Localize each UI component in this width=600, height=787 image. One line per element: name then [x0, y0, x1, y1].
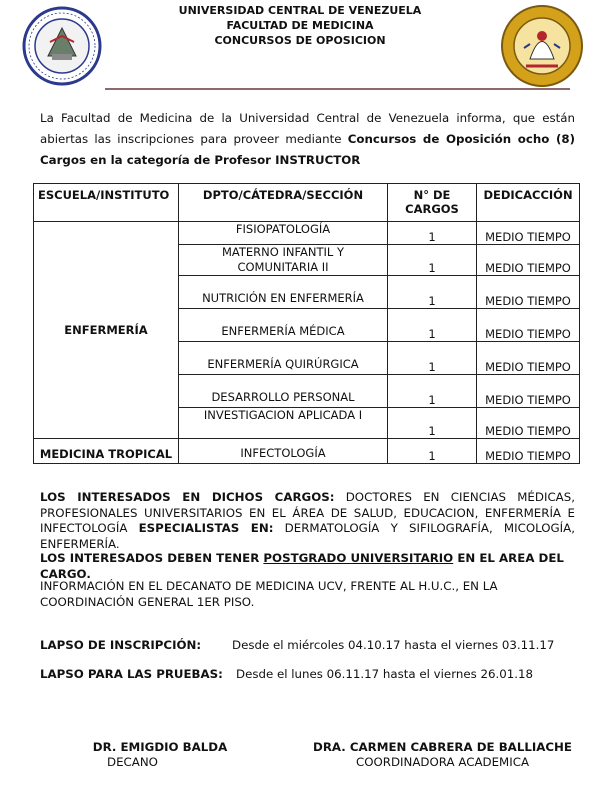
header-divider [105, 88, 570, 90]
signature-decano [85, 740, 235, 770]
informacion-paragraph: INFORMACIÓN EN EL DECANATO DE MEDICINA UCV, FRENTE AL H.U.C., EN LA COORDINACIÓN GENERAL 1ER PISO. [40, 579, 498, 609]
dpto-cell: ENFERMERÍA QUIRÚRGICA [179, 342, 388, 375]
cargos-cell: 1 [388, 408, 477, 439]
dedicacion-cell: MEDIO TIEMPO [477, 276, 580, 309]
col-header-cargos: N° DE CARGOS [388, 184, 477, 222]
faculty-seal-icon [500, 4, 584, 88]
intro-text: La Facultad de Medicina de la Universidad Central de Venezuela informa, que están abiertas las inscripciones para proveer mediante [40, 111, 575, 146]
cargos-cell: 1 [388, 342, 477, 375]
requisito-underlined: POSTGRADO UNIVERSITARIO [263, 551, 454, 565]
dedicacion-cell: MEDIO TIEMPO [477, 408, 580, 439]
dpto-cell: INFECTOLOGÍA [179, 439, 388, 464]
col-header-dpto: DPTO/CÁTEDRA/SECCIÓN [179, 184, 388, 222]
lapso-inscripcion-label: LAPSO DE INSCRIPCIÓN: [40, 638, 202, 652]
lapso-inscripcion-value: Desde el miércoles 04.10.17 hasta el viernes 03.11.17 [232, 638, 555, 652]
table-row [34, 222, 580, 245]
signature-title: DECANO [107, 755, 158, 769]
dedicacion-cell: MEDIO TIEMPO [477, 439, 580, 464]
cargos-cell: 1 [388, 245, 477, 276]
signature-name: DR. EMIGDIO BALDA [92, 740, 228, 754]
header-line-3: CONCURSOS DE OPOSICION [214, 34, 386, 47]
dedicacion-cell: MEDIO TIEMPO [477, 375, 580, 408]
lapso-pruebas-label: LAPSO PARA LAS PRUEBAS: [40, 667, 223, 681]
cargos-cell: 1 [388, 276, 477, 309]
especialistas-label: ESPECIALISTAS EN: [138, 521, 274, 535]
col-header-dedicacion: DEDICACCIÓN [477, 184, 580, 222]
cargos-cell: 1 [388, 375, 477, 408]
signature-name: DRA. CARMEN CABRERA DE BALLIACHE [313, 740, 572, 754]
ucv-seal-icon [22, 6, 102, 86]
cargos-cell: 1 [388, 439, 477, 464]
cargos-cell: 1 [388, 222, 477, 245]
cargos-cell: 1 [388, 309, 477, 342]
col-header-escuela: ESCUELA/INSTITUTO [34, 184, 179, 222]
dpto-cell: NUTRICIÓN EN ENFERMERÍA [179, 276, 388, 309]
dedicacion-cell: MEDIO TIEMPO [477, 309, 580, 342]
requisito-post: EN EL AREA DEL CARGO. [40, 551, 564, 581]
lapso-pruebas-value: Desde el lunes 06.11.17 hasta el viernes 26.01.18 [236, 667, 534, 681]
header-line-2: FACULTAD DE MEDICINA [226, 19, 374, 32]
dedicacion-cell: MEDIO TIEMPO [477, 342, 580, 375]
dpto-cell: MATERNO INFANTIL Y COMUNITARIA II [179, 245, 388, 276]
signature-coordinadora [300, 740, 585, 770]
dpto-cell: INVESTIGACION APLICADA I [179, 408, 388, 439]
requisito-paragraph [40, 551, 575, 582]
lapso-pruebas [40, 667, 575, 683]
especialistas-text: DERMATOLOGÍA Y SIFILOGRAFÍA, MICOLOGÍA, ENFERMERÍA. [40, 521, 575, 551]
table-header-row [34, 184, 580, 222]
dpto-cell: DESARROLLO PERSONAL [179, 375, 388, 408]
lapso-inscripcion [40, 638, 575, 654]
intro-bold-text: Concursos de Oposición ocho (8) Cargos en la categoría de Profesor INSTRUCTOR [40, 132, 575, 167]
dpto-cell: ENFERMERÍA MÉDICA [179, 309, 388, 342]
header-line-1: UNIVERSIDAD CENTRAL DE VENEZUELA [178, 4, 422, 17]
dpto-cell: FISIOPATOLOGÍA [179, 222, 388, 245]
signature-title: COORDINADORA ACADEMICA [355, 755, 530, 769]
intro-paragraph [40, 108, 575, 171]
interesados-paragraph [40, 490, 575, 552]
institution-heading [150, 3, 450, 48]
positions-table [33, 183, 580, 464]
table-row [34, 439, 580, 464]
document-header [0, 0, 600, 100]
dedicacion-cell: MEDIO TIEMPO [477, 222, 580, 245]
interesados-text: DOCTORES EN CIENCIAS MÉDICAS, PROFESIONALES UNIVERSITARIOS EN EL ÁREA DE SALUD, EDUCACION, ENFERMERÍA E INFECTOLOGÍA [40, 490, 575, 535]
escuela-cell: MEDICINA TROPICAL [34, 439, 179, 464]
requisito-pre: LOS INTERESADOS DEBEN TENER [40, 551, 264, 565]
dedicacion-cell: MEDIO TIEMPO [477, 245, 580, 276]
interesados-label: LOS INTERESADOS EN DICHOS CARGOS: [40, 490, 335, 504]
escuela-cell: ENFERMERÍA [34, 222, 179, 439]
